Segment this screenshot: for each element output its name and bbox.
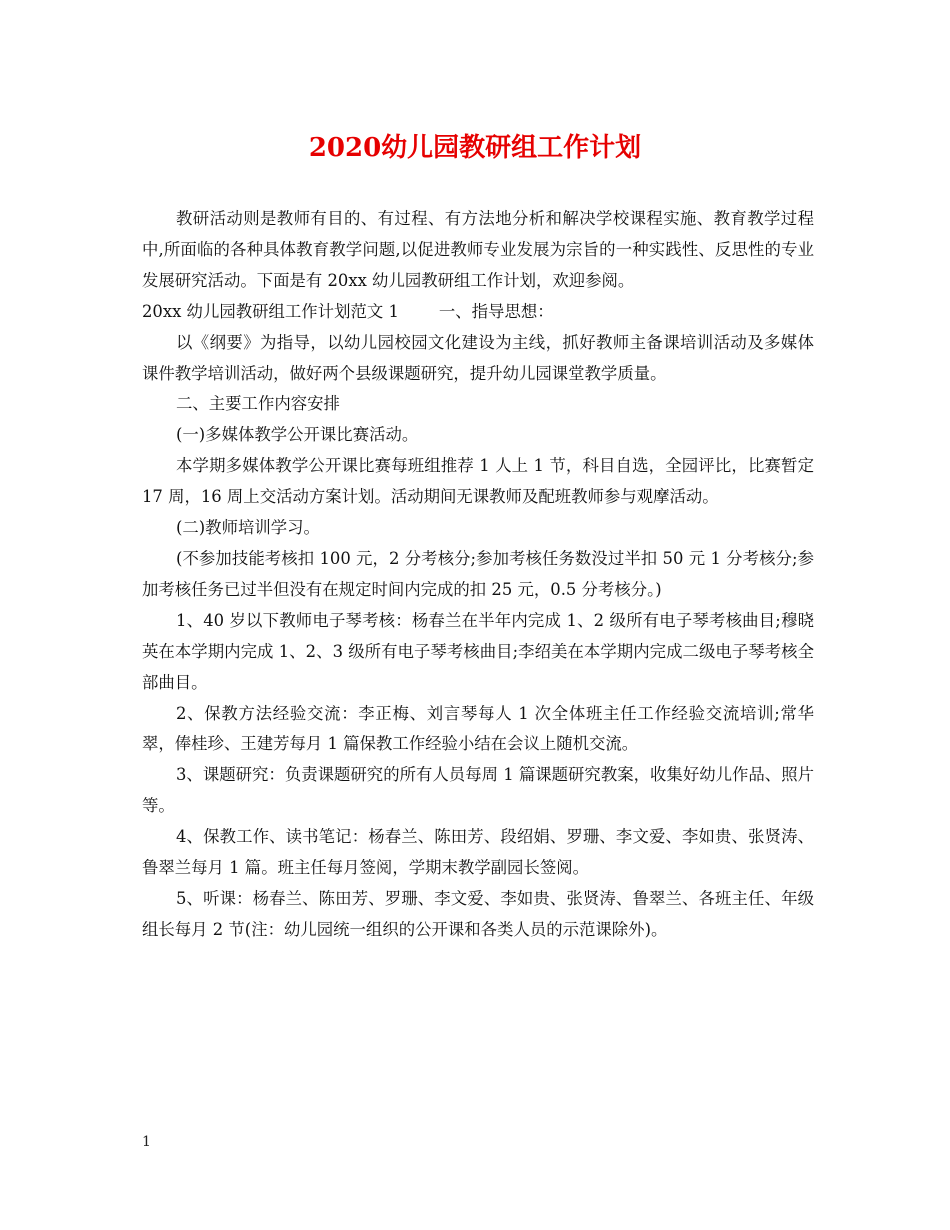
- document-title: 2020幼儿园教研组工作计划: [308, 133, 642, 163]
- document-body: [142, 204, 814, 946]
- sample-heading-line: [142, 297, 814, 328]
- section1-heading: 一、指导思想：: [438, 301, 554, 321]
- intro-paragraph: 教研活动则是教师有目的、有过程、有方法地分析和解决学校课程实施、教育教学过程中,所面临的各种具体教育教学问题,以促进教师专业发展为宗旨的一种实践性、反思性的专业发展研究活动。下面是有 20xx 幼儿园教研组工作计划，欢迎参阅。: [142, 209, 814, 290]
- item5-paragraph: 5、听课：杨春兰、陈田芳、罗珊、李文爱、李如贵、张贤涛、鲁翠兰、各班主任、年级组长每月 2 节(注：幼儿园统一组织的公开课和各类人员的示范课除外)。: [142, 888, 814, 939]
- section2-heading: 二、主要工作内容安排: [176, 394, 340, 414]
- sub2-heading: (二)教师培训学习。: [176, 518, 320, 538]
- item2-paragraph: 2、保教方法经验交流：李正梅、刘言琴每人 1 次全体班主任工作经验交流培训;常华翠，俸桂珍、王建芳每月 1 篇保教工作经验小结在会议上随机交流。: [142, 703, 814, 754]
- sub2-note-paragraph: (不参加技能考核扣 100 元，2 分考核分;参加考核任务数没过半扣 50 元 1 分考核分;参加考核任务已过半但没有在规定时间内完成的扣 25 元，0.5 分考核分。): [142, 548, 814, 599]
- item1-paragraph: 1、40 岁以下教师电子琴考核：杨春兰在半年内完成 1、2 级所有电子琴考核曲目;穆晓英在本学期内完成 1、2、3 级所有电子琴考核曲目;李绍美在本学期内完成二级电子琴考核全部曲目。: [142, 610, 814, 692]
- item3-paragraph: 3、课题研究：负责课题研究的所有人员每周 1 篇课题研究教案，收集好幼儿作品、照片等。: [142, 765, 814, 816]
- sub1-heading: (一)多媒体教学公开课比赛活动。: [176, 425, 419, 445]
- section1-paragraph: 以《纲要》为指导，以幼儿园校园文化建设为主线，抓好教师主备课培训活动及多媒体课件教学培训活动，做好两个县级课题研究，提升幼儿园课堂教学质量。: [142, 332, 814, 383]
- item4-paragraph: 4、保教工作、读书笔记：杨春兰、陈田芳、段绍娟、罗珊、李文爱、李如贵、张贤涛、鲁翠兰每月 1 篇。班主任每月签阅，学期末教学副园长签阅。: [142, 827, 814, 878]
- page-number: 1: [142, 1134, 151, 1150]
- sample-heading: 20xx 幼儿园教研组工作计划范文 1: [142, 301, 399, 321]
- sub1-paragraph: 本学期多媒体教学公开课比赛每班组推荐 1 人上 1 节，科目自选，全园评比，比赛暂定 17 周，16 周上交活动方案计划。活动期间无课教师及配班教师参与观摩活动。: [142, 456, 814, 507]
